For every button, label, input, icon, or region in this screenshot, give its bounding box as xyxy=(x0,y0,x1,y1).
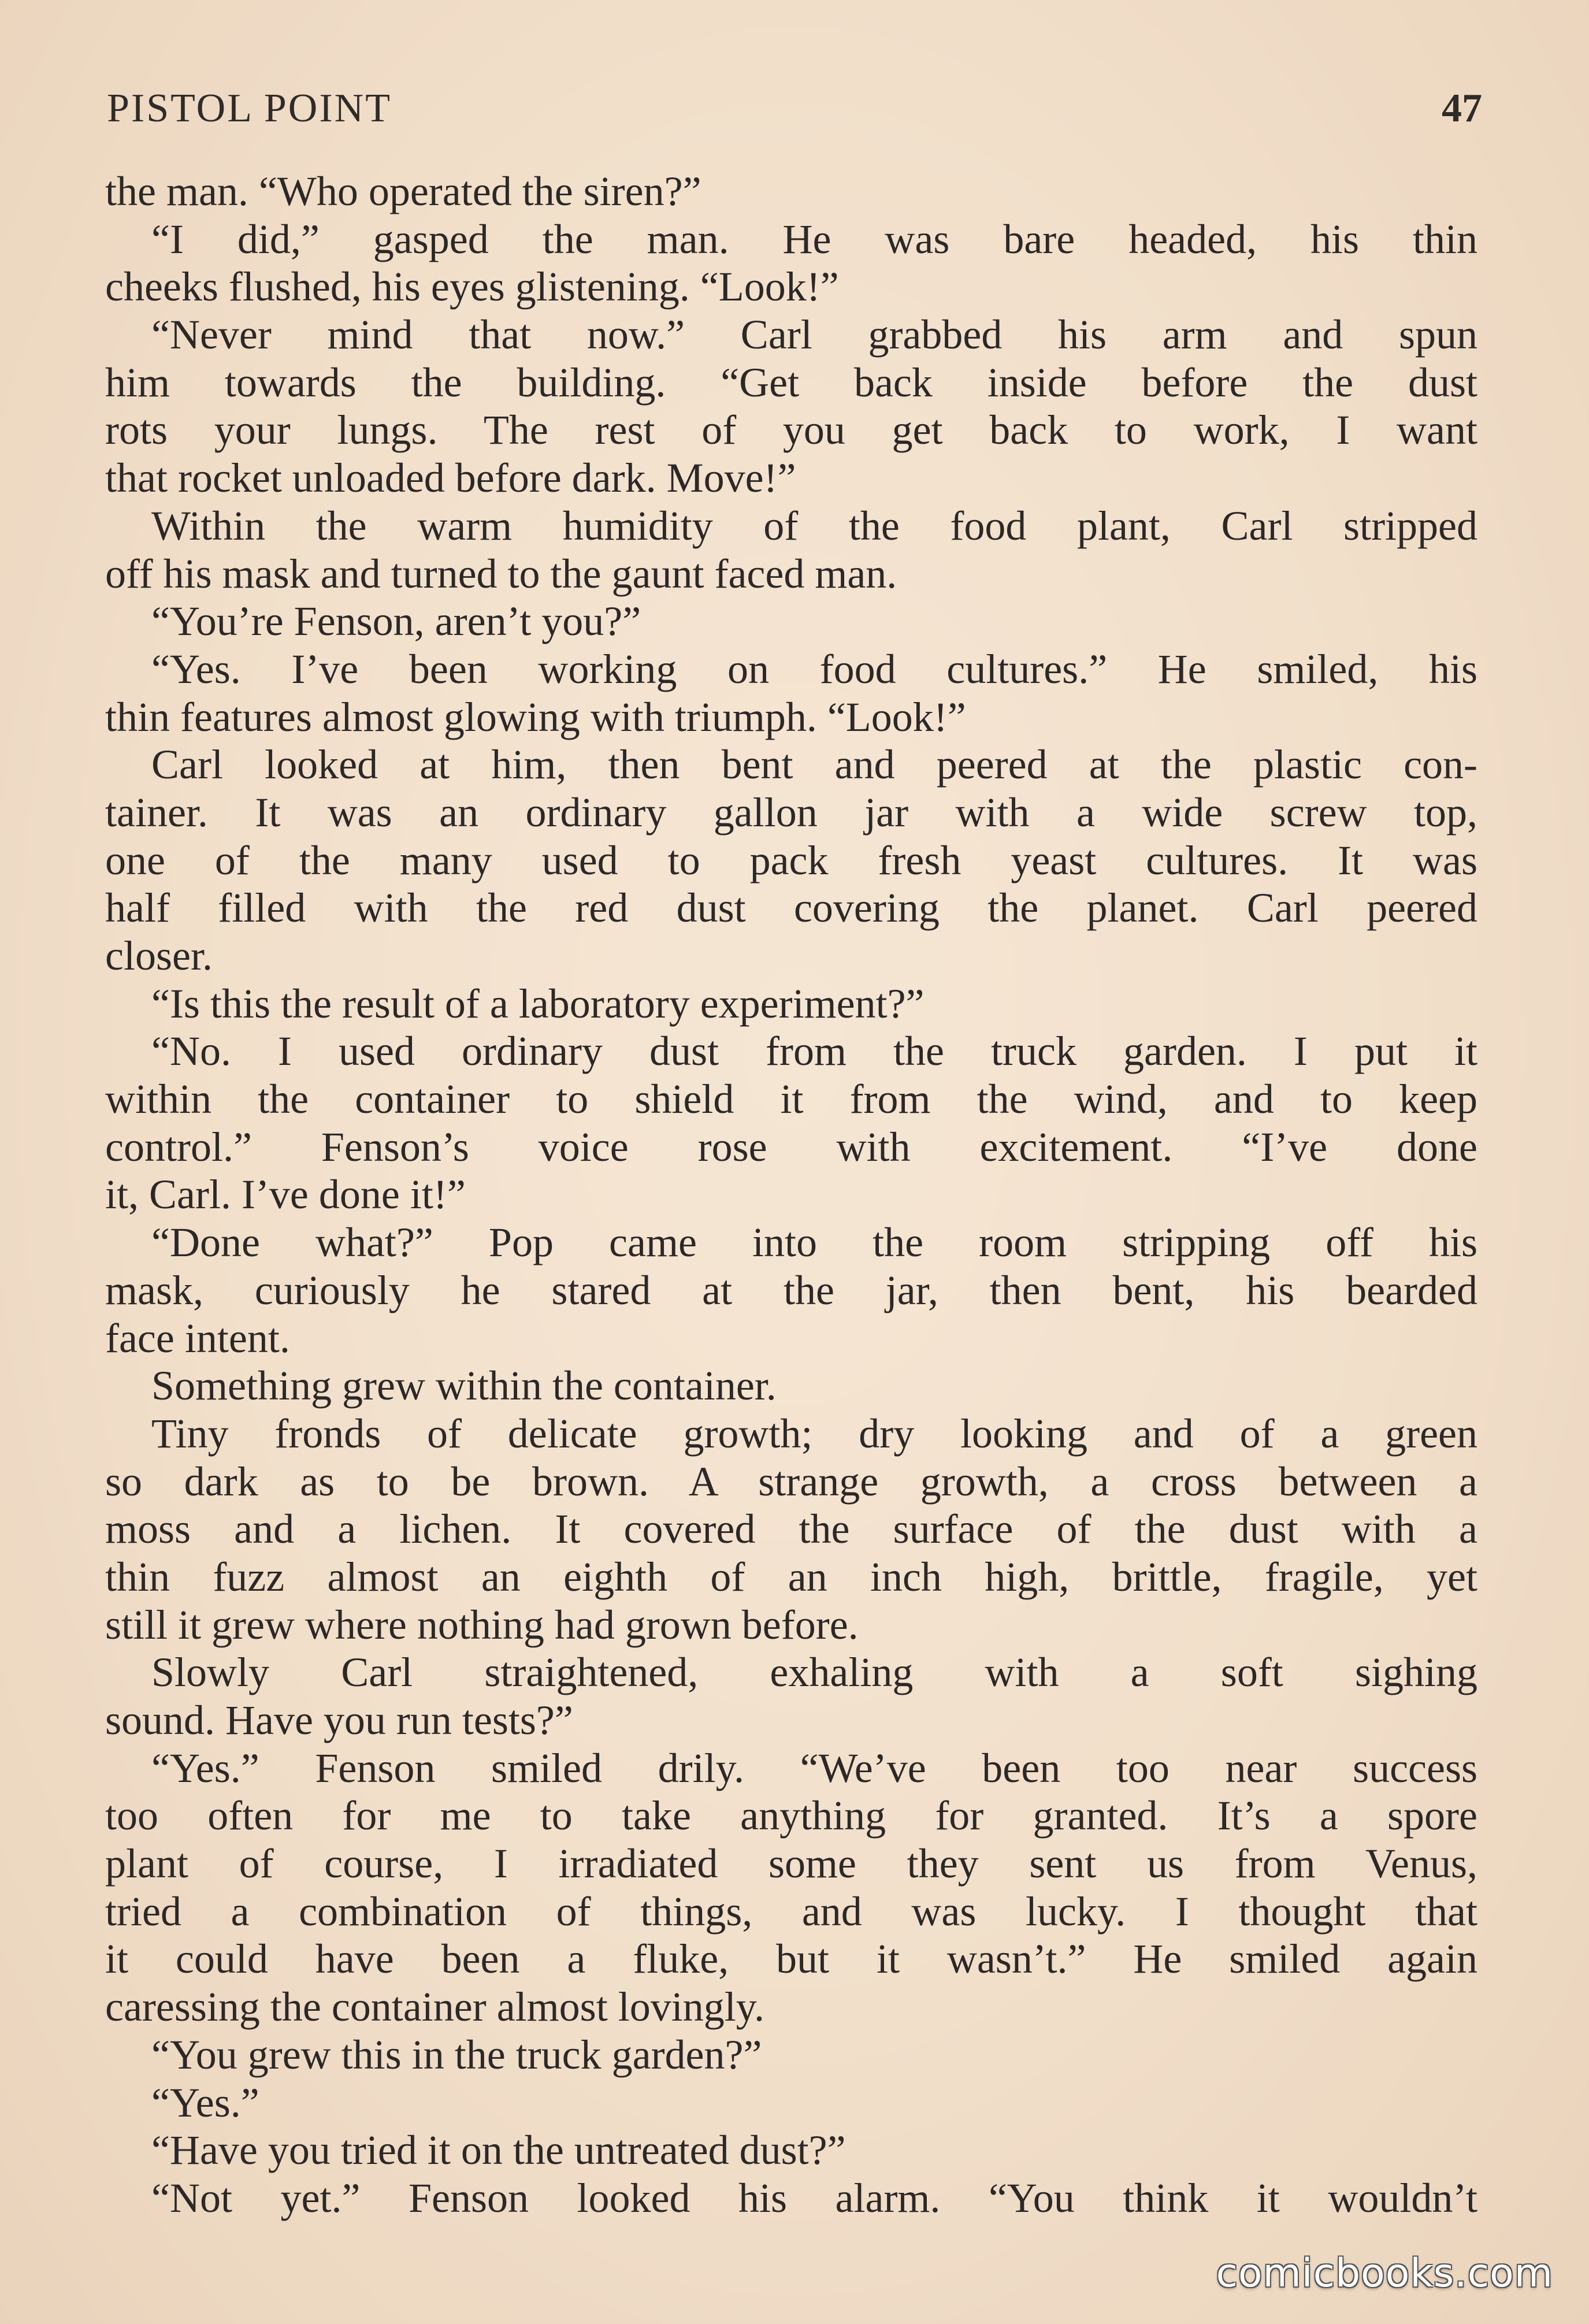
running-title: PISTOL POINT xyxy=(107,86,392,131)
text-line: within the container to shield it from the wind, and to keep xyxy=(105,1076,1477,1123)
text-line: “No. I used ordinary dust from the truck garden. I put it xyxy=(151,1028,1477,1075)
text-line: that rocket unloaded before dark. Move!” xyxy=(105,455,796,502)
text-line: thin fuzz almost an eighth of an inch high, brittle, fragile, yet xyxy=(105,1553,1477,1600)
text-line: caressing the container almost lovingly. xyxy=(105,1984,765,2030)
text-line: Slowly Carl straightened, exhaling with a soft sighing xyxy=(151,1649,1477,1696)
text-line: “Yes.” xyxy=(151,2079,259,2126)
text-line: “Have you tried it on the untreated dust?” xyxy=(151,2127,846,2174)
text-line: “I did,” gasped the man. He was bare headed, his thin xyxy=(151,216,1477,262)
text-line: Tiny fronds of delicate growth; dry looking and of a green xyxy=(151,1410,1477,1457)
running-head xyxy=(107,86,1482,143)
body-text xyxy=(105,168,1477,2222)
text-line: Something grew within the container. xyxy=(151,1363,777,1409)
text-line: so dark as to be brown. A strange growth, a cross between a xyxy=(105,1458,1477,1505)
text-line: “Yes. I’ve been working on food cultures.” He smiled, his xyxy=(151,645,1477,692)
text-line: control.” Fenson’s voice rose with excitement. “I’ve done xyxy=(105,1123,1477,1170)
text-line: still it grew where nothing had grown before. xyxy=(105,1601,859,1648)
text-line: tainer. It was an ordinary gallon jar with a wide screw top, xyxy=(105,789,1477,836)
text-line: plant of course, I irradiated some they sent us from Venus, xyxy=(105,1840,1477,1887)
text-line: one of the many used to pack fresh yeast cultures. It was xyxy=(105,837,1477,883)
text-line: moss and a lichen. It covered the surface of the dust with a xyxy=(105,1506,1477,1553)
text-line: cheeks flushed, his eyes glistening. “Look!” xyxy=(105,263,839,310)
text-line: “Yes.” Fenson smiled drily. “We’ve been too near success xyxy=(151,1744,1477,1791)
text-line: Carl looked at him, then bent and peered at the plastic con- xyxy=(151,741,1477,788)
text-line: off his mask and turned to the gaunt faced man. xyxy=(105,550,897,597)
text-line: Within the warm humidity of the food plant, Carl stripped xyxy=(151,502,1477,549)
page-number: 47 xyxy=(1442,86,1482,131)
text-line: mask, curiously he stared at the jar, then bent, his bearded xyxy=(105,1267,1477,1313)
text-line: “Done what?” Pop came into the room stripping off his xyxy=(151,1219,1477,1266)
text-line: “You’re Fenson, aren’t you?” xyxy=(151,598,641,645)
text-line: it could have been a fluke, but it wasn’t.” He smiled again xyxy=(105,1936,1477,1983)
text-line: “Not yet.” Fenson looked his alarm. “You think it wouldn’t xyxy=(151,2174,1477,2221)
text-line: it, Carl. I’ve done it!” xyxy=(105,1171,466,1218)
text-line: sound. Have you run tests?” xyxy=(105,1697,573,1743)
text-line: face intent. xyxy=(105,1315,290,1361)
text-line: the man. “Who operated the siren?” xyxy=(105,168,701,214)
text-line: half filled with the red dust covering the planet. Carl peered xyxy=(105,885,1477,931)
text-line: thin features almost glowing with triumph. “Look!” xyxy=(105,693,966,740)
text-line: tried a combination of things, and was lucky. I thought that xyxy=(105,1888,1477,1935)
text-line: closer. xyxy=(105,933,213,979)
text-line: him towards the building. “Get back inside before the dust xyxy=(105,359,1477,406)
text-line: “You grew this in the truck garden?” xyxy=(151,2031,762,2078)
text-line: “Never mind that now.” Carl grabbed his arm and spun xyxy=(151,311,1477,358)
watermark: comicbooks.com xyxy=(1216,2251,1553,2296)
text-line: too often for me to take anything for granted. It’s a spore xyxy=(105,1792,1477,1839)
text-line: “Is this the result of a laboratory experiment?” xyxy=(151,980,925,1027)
text-line: rots your lungs. The rest of you get back to work, I want xyxy=(105,407,1477,454)
